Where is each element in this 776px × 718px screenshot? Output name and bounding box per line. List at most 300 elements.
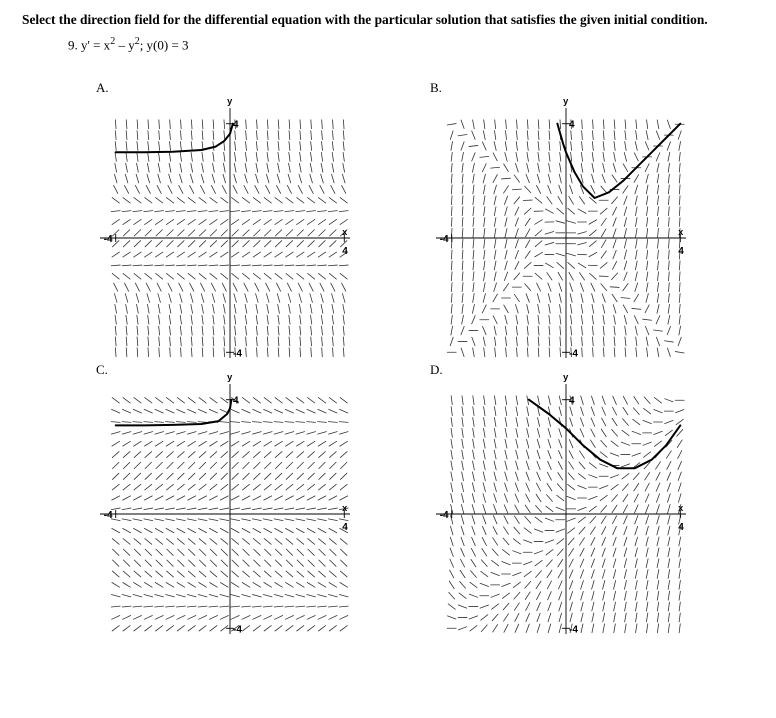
slope-segment: [242, 441, 250, 446]
slope-segment: [679, 207, 680, 216]
slope-segment: [516, 407, 518, 416]
slope-segment: [469, 594, 477, 597]
slope-segment: [123, 230, 129, 236]
choice-b-label[interactable]: B.: [430, 80, 442, 95]
slope-segment: [274, 432, 283, 435]
slope-segment: [300, 131, 301, 140]
slope-segment: [679, 315, 680, 324]
slope-segment: [568, 528, 575, 533]
slope-segment: [333, 348, 334, 357]
slope-segment: [123, 219, 130, 224]
slope-segment: [549, 315, 550, 324]
slope-segment: [122, 606, 131, 607]
slope-segment: [679, 218, 680, 227]
slope-segment: [558, 570, 562, 578]
slope-segment: [263, 606, 272, 607]
slope-segment: [502, 178, 511, 179]
slope-segment: [255, 283, 259, 291]
slope-segment: [592, 624, 594, 633]
slope-segment: [462, 428, 463, 437]
slope-segment: [636, 602, 638, 611]
slope-segment: [155, 422, 164, 423]
slope-segment: [321, 304, 323, 313]
slope-segment: [494, 272, 496, 281]
slope-segment: [122, 422, 131, 423]
slope-segment: [264, 496, 272, 500]
slope-segment: [113, 560, 119, 566]
slope-segment: [209, 496, 217, 500]
slope-segment: [134, 230, 140, 236]
slope-segment: [145, 626, 152, 631]
slope-segment: [221, 484, 228, 490]
slope-segment: [494, 326, 496, 335]
slope-segment: [137, 163, 139, 172]
slope-segment: [318, 616, 326, 620]
slope-segment: [635, 142, 637, 151]
equation-mid: – y: [115, 37, 135, 53]
slope-segment: [625, 348, 626, 357]
slope-segment: [622, 419, 628, 426]
slope-segment: [549, 131, 550, 140]
slope-segment: [614, 348, 615, 357]
slope-segment: [202, 337, 203, 346]
slope-segment: [297, 241, 303, 247]
slope-segment: [340, 452, 347, 458]
slope-segment: [274, 211, 283, 212]
slope-segment: [557, 262, 564, 268]
slope-segment: [243, 560, 249, 566]
slope-segment: [155, 528, 163, 532]
slope-segment: [332, 174, 335, 183]
slope-segment: [297, 571, 304, 577]
slope-segment: [656, 472, 660, 480]
slope-segment: [549, 152, 550, 161]
slope-segment: [188, 549, 194, 555]
slope-segment: [545, 209, 553, 213]
slope-segment: [137, 131, 138, 140]
slope-segment: [176, 606, 185, 607]
slope-segment: [125, 294, 128, 303]
equation-exponent-x: 2: [110, 36, 116, 47]
slope-segment: [339, 211, 348, 212]
slope-segment: [471, 548, 475, 556]
slope-segment: [634, 397, 639, 405]
slope-segment: [231, 606, 240, 607]
slope-segment: [328, 211, 337, 212]
slope-segment: [155, 496, 163, 500]
slope-segment: [202, 131, 203, 140]
slope-segment: [568, 538, 574, 545]
slope-segment: [199, 626, 206, 631]
direction-field-a[interactable]: [100, 97, 360, 368]
slope-segment: [252, 211, 261, 212]
slope-segment: [178, 241, 184, 247]
slope-segment: [494, 483, 497, 492]
slope-segment: [114, 283, 118, 291]
slope-segment: [569, 440, 573, 448]
slope-segment: [166, 398, 173, 403]
slope-segment: [126, 152, 127, 161]
slope-segment: [538, 326, 539, 335]
slope-segment: [318, 273, 325, 279]
slope-segment: [275, 252, 282, 257]
slope-segment: [581, 163, 583, 172]
slope-segment: [635, 261, 637, 270]
direction-field-d[interactable]: [436, 373, 696, 644]
slope-segment: [462, 239, 463, 248]
slope-segment: [612, 516, 616, 524]
slope-segment: [524, 562, 532, 565]
slope-segment: [111, 432, 120, 435]
slope-segment: [264, 452, 271, 458]
slope-segment: [602, 418, 606, 426]
slope-segment: [623, 407, 628, 415]
slope-segment: [570, 304, 571, 313]
slope-segment: [657, 120, 659, 129]
slope-segment: [159, 142, 160, 151]
slope-segment: [505, 461, 507, 470]
slope-segment: [224, 152, 225, 161]
slope-segment: [159, 315, 160, 324]
slope-segment: [525, 229, 529, 237]
slope-segment: [274, 519, 283, 521]
slope-segment: [538, 142, 539, 151]
slope-segment: [449, 581, 454, 589]
slope-segment: [319, 549, 325, 555]
slope-segment: [473, 283, 474, 292]
y-pos-tick-label: 4: [569, 395, 575, 407]
slope-segment: [612, 407, 616, 415]
slope-segment: [221, 539, 228, 545]
slope-segment: [635, 580, 637, 589]
slope-segment: [526, 450, 529, 459]
slope-segment: [657, 526, 659, 535]
slope-segment: [278, 142, 279, 151]
choice-c-label[interactable]: C.: [96, 362, 108, 377]
slope-segment: [580, 451, 585, 459]
slope-segment: [145, 539, 152, 545]
choice-d-label[interactable]: D.: [430, 362, 443, 377]
slope-segment: [656, 131, 659, 139]
slope-segment: [224, 131, 225, 140]
slope-segment: [330, 462, 336, 468]
slope-segment: [126, 163, 128, 172]
slope-segment: [667, 483, 670, 491]
slope-segment: [231, 252, 238, 257]
y-pos-tick-label: 4: [569, 119, 575, 131]
slope-segment: [646, 570, 648, 579]
slope-segment: [242, 484, 249, 490]
slope-segment: [559, 174, 561, 183]
slope-segment: [505, 142, 506, 151]
slope-segment: [559, 429, 562, 438]
slope-segment: [516, 450, 518, 459]
slope-segment: [481, 571, 488, 576]
slope-segment: [181, 120, 182, 129]
direction-field-c[interactable]: [100, 373, 360, 644]
slope-segment: [643, 420, 651, 423]
slope-segment: [494, 461, 496, 470]
slope-segment: [254, 230, 260, 236]
slope-segment: [286, 626, 293, 631]
initial-condition: ; y(0) = 3: [139, 37, 189, 53]
slope-segment: [473, 120, 475, 129]
slope-segment: [199, 273, 206, 279]
slope-segment: [278, 131, 279, 140]
slope-segment: [505, 450, 507, 459]
slope-segment: [516, 131, 517, 140]
slope-segment: [600, 464, 608, 467]
slope-segment: [112, 626, 119, 631]
slope-segment: [231, 432, 240, 435]
slope-segment: [491, 572, 499, 575]
slope-segment: [342, 174, 345, 183]
slope-segment: [289, 142, 290, 151]
slope-segment: [634, 294, 639, 302]
slope-segment: [537, 450, 540, 459]
slope-segment: [558, 272, 562, 280]
slope-segment: [329, 539, 336, 545]
slope-segment: [668, 272, 669, 281]
slope-segment: [144, 508, 153, 510]
slope-segment: [199, 252, 206, 257]
slope-segment: [254, 473, 260, 479]
slope-segment: [134, 452, 141, 458]
slope-segment: [582, 348, 583, 357]
slope-segment: [180, 163, 182, 172]
slope-segment: [526, 174, 529, 182]
slope-segment: [549, 142, 550, 151]
slope-segment: [242, 508, 251, 510]
slope-segment: [473, 185, 474, 194]
slope-segment: [483, 174, 485, 183]
slope-segment: [189, 462, 195, 468]
slope-segment: [570, 283, 573, 292]
slope-segment: [654, 398, 661, 403]
slope-segment: [603, 326, 604, 335]
slope-segment: [481, 560, 487, 567]
slope-segment: [169, 152, 170, 161]
slope-segment: [286, 452, 293, 458]
slope-segment: [256, 304, 258, 313]
slope-segment: [267, 163, 269, 172]
slope-segment: [536, 505, 542, 512]
slope-segment: [527, 304, 529, 313]
slope-segment: [329, 409, 337, 413]
slope-segment: [602, 559, 605, 568]
slope-segment: [275, 230, 281, 236]
slope-segment: [199, 539, 206, 545]
slope-segment: [297, 484, 304, 490]
slope-segment: [159, 348, 160, 357]
slope-segment: [311, 337, 312, 346]
slope-segment: [286, 398, 293, 403]
slope-segment: [483, 461, 485, 470]
slope-segment: [289, 163, 291, 172]
slope-segment: [166, 422, 175, 423]
slope-segment: [679, 304, 680, 313]
slope-segment: [340, 539, 347, 545]
slope-segment: [286, 462, 292, 468]
direction-field-b[interactable]: [436, 97, 696, 368]
slope-segment: [156, 452, 163, 458]
slope-segment: [198, 606, 207, 607]
slope-segment: [625, 613, 627, 622]
slope-segment: [308, 473, 314, 479]
slope-segment: [547, 273, 552, 280]
slope-segment: [614, 624, 616, 633]
slope-segment: [112, 198, 119, 203]
slope-segment: [256, 152, 257, 161]
slope-segment: [310, 163, 312, 172]
slope-segment: [296, 606, 305, 607]
slope-segment: [133, 595, 142, 597]
slope-segment: [210, 462, 216, 468]
slope-segment: [213, 152, 214, 161]
slope-segment: [535, 197, 542, 203]
slope-segment: [123, 452, 130, 458]
slope-segment: [451, 185, 452, 194]
slope-segment: [209, 211, 218, 212]
slope-segment: [234, 163, 236, 172]
slope-segment: [678, 131, 681, 140]
slope-segment: [191, 142, 192, 151]
slope-segment: [275, 549, 281, 555]
slope-segment: [267, 304, 269, 313]
slope-segment: [612, 273, 618, 280]
slope-segment: [460, 581, 466, 588]
slope-segment: [591, 537, 595, 545]
slope-segment: [658, 250, 659, 259]
slope-segment: [667, 120, 670, 129]
slope-segment: [330, 549, 336, 555]
slope-segment: [634, 153, 638, 161]
x-axis-name: x: [342, 504, 348, 514]
slope-segment: [505, 396, 506, 405]
slope-segment: [126, 315, 127, 324]
slope-segment: [166, 508, 175, 510]
slope-segment: [115, 163, 117, 172]
slope-segment: [643, 319, 652, 320]
slope-segment: [169, 163, 171, 172]
slope-segment: [538, 396, 540, 405]
slope-segment: [298, 185, 302, 193]
slope-segment: [472, 153, 475, 161]
slope-segment: [235, 315, 236, 324]
slope-segment: [310, 294, 313, 303]
slope-segment: [123, 441, 131, 446]
slope-segment: [451, 494, 453, 503]
slope-segment: [482, 305, 486, 313]
slope-segment: [548, 185, 551, 193]
slope-segment: [285, 616, 293, 620]
slope-segment: [625, 120, 626, 129]
slope-segment: [624, 315, 626, 324]
slope-segment: [646, 580, 648, 589]
slope-segment: [654, 330, 663, 331]
slope-segment: [114, 185, 118, 193]
slope-segment: [144, 583, 152, 588]
slope-segment: [472, 483, 474, 492]
slope-segment: [568, 262, 575, 268]
slope-segment: [472, 515, 475, 524]
slope-segment: [614, 580, 616, 589]
slope-segment: [167, 452, 174, 458]
slope-segment: [198, 211, 207, 212]
slope-segment: [309, 283, 313, 291]
slope-segment: [657, 537, 659, 546]
slope-segment: [668, 174, 669, 183]
slope-segment: [166, 265, 175, 266]
slope-segment: [156, 549, 162, 555]
slope-segment: [322, 337, 323, 346]
slope-segment: [633, 408, 639, 415]
slope-segment: [307, 496, 315, 500]
x-axis-name: x: [678, 504, 684, 514]
slope-segment: [137, 152, 138, 161]
slope-segment: [484, 261, 485, 270]
slope-segment: [296, 519, 305, 521]
slope-segment: [318, 606, 327, 607]
slope-segment: [484, 207, 485, 216]
slope-segment: [580, 559, 584, 567]
slope-segment: [148, 142, 149, 151]
slope-segment: [199, 496, 207, 500]
slope-segment: [602, 294, 605, 302]
slope-segment: [177, 432, 186, 435]
slope-segment: [264, 441, 272, 446]
slope-segment: [494, 407, 495, 416]
slope-segment: [536, 571, 542, 578]
slope-segment: [329, 583, 337, 588]
slope-segment: [556, 507, 564, 510]
slope-segment: [264, 616, 272, 620]
slope-segment: [112, 273, 119, 279]
slope-segment: [603, 337, 604, 346]
slope-segment: [471, 559, 476, 567]
slope-segment: [623, 186, 628, 193]
slope-segment: [221, 571, 228, 577]
choice-a-label[interactable]: A.: [96, 80, 109, 95]
slope-segment: [579, 527, 585, 534]
slope-segment: [212, 294, 215, 303]
slope-segment: [187, 422, 196, 423]
slope-segment: [679, 272, 680, 281]
slope-segment: [612, 495, 618, 502]
slope-segment: [177, 409, 185, 413]
slope-segment: [538, 304, 540, 313]
slope-segment: [210, 583, 218, 588]
slope-segment: [339, 265, 348, 266]
slope-segment: [494, 228, 495, 237]
slope-segment: [548, 450, 551, 458]
slope-segment: [451, 207, 452, 216]
slope-segment: [332, 304, 334, 313]
slope-segment: [570, 591, 573, 600]
slope-segment: [245, 174, 248, 183]
slope-segment: [635, 559, 637, 568]
slope-segment: [538, 348, 539, 357]
slope-segment: [209, 528, 217, 532]
slope-segment: [657, 624, 658, 633]
slope-segment: [656, 494, 659, 502]
slope-segment: [286, 273, 293, 279]
slope-segment: [537, 472, 541, 480]
slope-segment: [612, 175, 617, 182]
slope-segment: [624, 548, 627, 557]
slope-segment: [613, 526, 617, 534]
slope-segment: [578, 474, 585, 479]
